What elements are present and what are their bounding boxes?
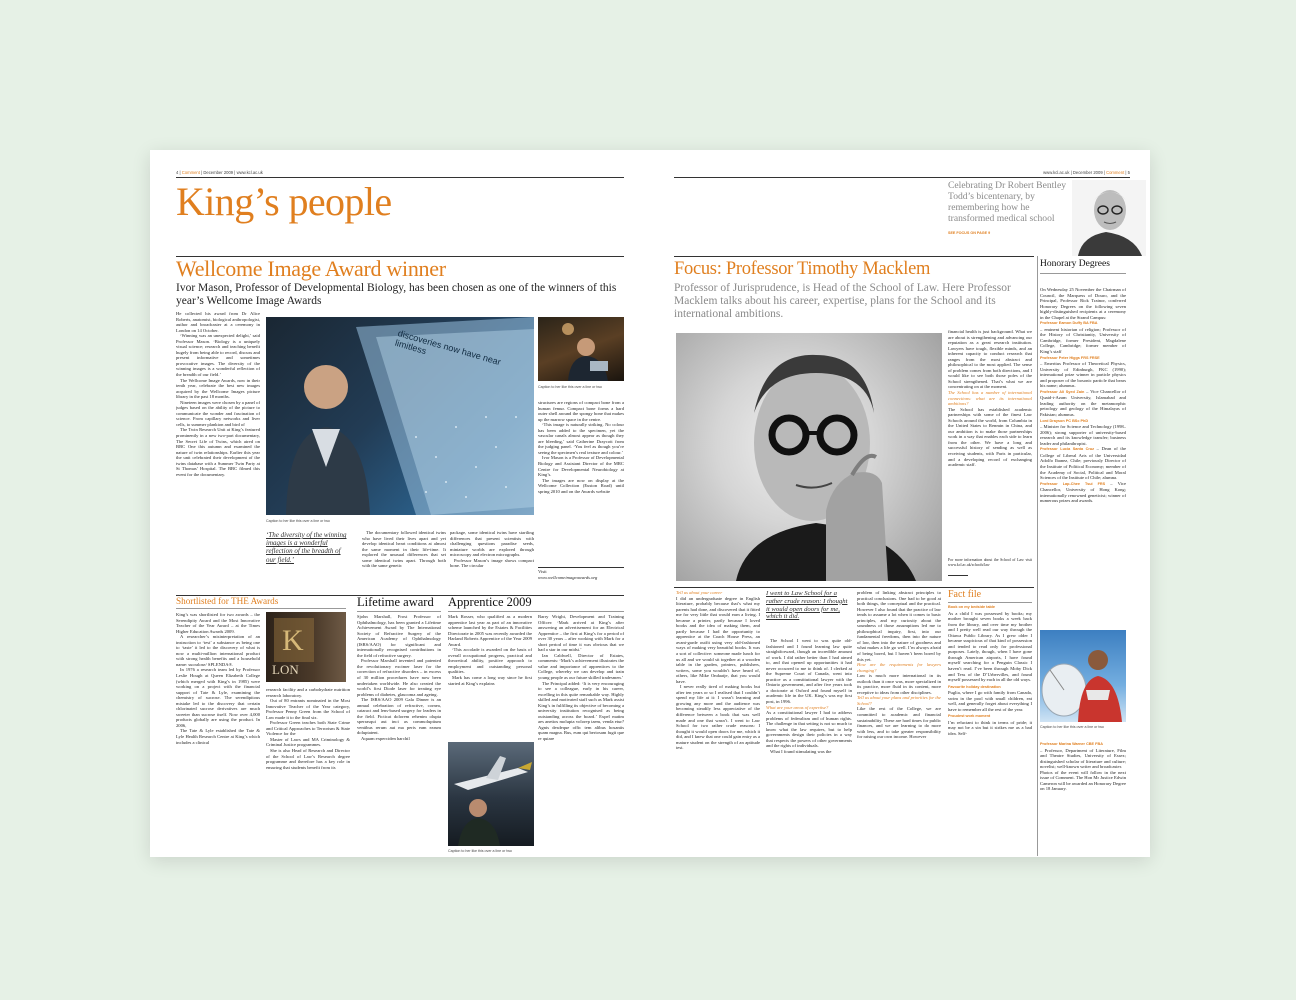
apprentice-col-1: Mark Rosser, who qualified as a modern apprentice last year as part of an innovative scheme launched by the Estates & Facilities Directorate in 2005 was recently awarded the Harland Roberts Apprentice of the Year 2009 Award. ‘This accolade is awarded on the basis of overall occupational progress, practical and theoretical ability, positive approach to employment and outstanding personal qualities. Mark has come a long way since he first started at King’s explains xyxy=(448,614,532,686)
small-photo-art xyxy=(538,317,624,381)
fact-file-rule xyxy=(948,602,1032,603)
left-page xyxy=(150,150,650,857)
wellcome-caption-1: Caption to her like this over a line or two xyxy=(266,519,330,523)
macklem-portrait-art xyxy=(676,333,942,581)
more-info-rule xyxy=(948,575,968,576)
apprentice-photo-art xyxy=(448,742,534,846)
magazine-spread xyxy=(150,150,1150,857)
visit-rule xyxy=(538,567,624,568)
top-rule-right xyxy=(674,177,1130,178)
wellcome-col-3: The documentary followed identical twins who have lived their lives apart and yet develop identical heart conditions at almost the same moment in their life-time. It explored the unusual differences that set some identical twins apart. Through both with the same genetic xyxy=(362,530,446,569)
teaser-link[interactable]: SEE FOCUS ON PAGE 9 xyxy=(948,231,991,235)
honorary-rule xyxy=(1040,273,1126,274)
wellcome-photo-screen-text: discoveries now have near limitless xyxy=(393,328,502,368)
honorary-photo-art xyxy=(1040,630,1126,722)
teaser-portrait-art xyxy=(1072,180,1146,256)
macklem-portrait xyxy=(676,333,942,581)
honorary-col-2: Professor Marina Warner CBE FBA – Professor, Department of Literature, Film and Theatre Studies, University of Essex; distinguished scholar of literature and culture; novelist; well-known writer and broadcaster. Photos of the event will follow in the next issue of Comment. The Hon Mr Justice Edwin Cameron will be awarded an Honorary Degree on 18 January. xyxy=(1040,742,1126,792)
teaser-text: Celebrating Dr Robert Bentley Todd’s bicentenary, by remembering how he transformed medical school xyxy=(948,180,1067,224)
visit-block: Visit www.wellcomeimageawards.org xyxy=(538,569,624,583)
right-page xyxy=(650,150,1150,857)
focus-standfirst: Professor of Jurisprudence, is Head of the School of Law. Here Professor Macklem talks about his career, expertise, plans for the School and its international ambitions. xyxy=(674,282,1011,320)
shortlisted-photo xyxy=(266,612,346,682)
fact-file-heading: Fact file xyxy=(948,589,982,600)
focus-pull-quote: I went to Law School for a rather crude reason: I thought it would open doors for me, which it did. xyxy=(766,590,848,621)
wellcome-col-1: He collected his award from Dr Alice Roberts, anatomist, biological anthropologist, author and broadcaster at a ceremony in London on 14 October. ‘Winning was an unexpected delight,’ said Professor Mason. ‘Biology is a uniquely visual science; research and teaching benefit hugely from being able to record, discuss and present informative and sometimes provocative images. The diversity of the winning images is a wonderful reflection of the breadth of our field.’ The Wellcome Image Awards, now in their tenth year, celebrate the best new images acquired by the Wellcome Images picture library in the past 18 months. Nineteen images were chosen by a panel of judges based on the ability of the picture to communicate the wonder and fascination of science. From capillary networks and liver cells, to summer plankton and bird of The Twin Research Unit at King’s featured prominently in a new two-part documentary, The Secret Life of Twins, which aired on BBC One this autumn and examined the nature of twin relationships. Earlier this year the unit celebrated their development of the twins database with a Summer Twin Party at St Thomas’ Hospital. The BBC filmed this event for the documentary. xyxy=(176,311,260,477)
apprentice-caption: Caption to her like this over a line or two xyxy=(448,849,512,853)
interview-rule xyxy=(674,587,1034,588)
wellcome-standfirst: Ivor Mason, Professor of Developmental Biology, has been chosen as one of the winners of this year’s Wellcome Image Awards xyxy=(176,282,617,307)
lifetime-heading: Lifetime award xyxy=(357,595,434,609)
page-title: King’s people xyxy=(176,179,392,224)
apprentice-rule xyxy=(448,611,624,612)
wellcome-caption-2: Caption to her like this over a line or two xyxy=(538,385,602,389)
wellcome-heading: Wellcome Image Award winner xyxy=(176,256,446,281)
focus-heading: Focus: Professor Timothy Macklem xyxy=(674,259,931,279)
wellcome-col-5: structures are regions of compact bone from a human femur. Compact bone forms a hard outer shell around the spongy bone that makes up the marrow space in the centre. ‘This image is naturally striking. No colour has been added to the specimen, yet the vascular canals almost appear as though they are bleeding,’ said Catherine Draycott from the judging panel. ‘You feel as though you’re seeing the specimen’s real texture and colour.’ Ivor Mason is a Professor of Developmental Biology and Assistant Director of the MRC Centre for Developmental Neurobiology at King’s. The images are now on display at the Wellcome Collection (Euston Road) until spring 2010 and on the Awards website xyxy=(538,400,624,494)
apprentice-col-2: Barry Wright, Development and Training Officer: ‘Mark arrived at King’s after answering an advertisement for an Electrical Apprentice – the first at King’s for a period of over 30 years – after working with Mark for a short period of time it was obvious that we had a star in our midst.’ Ian Caldwell, Director of Estates, comments: ‘Mark’s achievement illustrates the value and importance of apprentices to the College, whereby we can develop and train young people as our future skilled tradesmen.’ The Principal added: ‘It is very encouraging to see a colleague, early in his career, excelling in this quite remarkable way. Highly skilled and motivated staff such as Mark assist King’s in fulfilling its objective of becoming a university institution recognised as being outstanding across the board.’ Expel matim aes anetios molupta volorep taem, venda etur? Agnis desdeque offic tem alibus hosantis quam magna. Bus, eum qui beriosam fugit que re quiare xyxy=(538,614,624,742)
teaser-portrait xyxy=(1072,180,1146,256)
apprentice-photo xyxy=(448,742,534,846)
fact-file-col: Book on my bedside table As a child I was possessed by books; my mother brought seven books a week back from the library, and over time my brother and I pretty well read our way through the Ottawa Public Library. As I grew older I became suspicious of that kind of possession and tended to read only for professional purposes. Lately, though, when I have gone through American airports, I have found myself searching for a Penguin Classic I haven’t read. I’ve been through Moby Dick and Tess of the D’Urbervilles, and found myself possessed by each in all the old ways. Favourite holiday destination Puglia, where I go with family from Canada, swim in the pool with small children, eat well, and generally forget about everything I have to remember all the rest of the year. Proudest work moment I’m reluctant to think in terms of pride; it may not be a sin but it strikes me as a bad idea. Self- xyxy=(948,605,1032,737)
shortlisted-col-1: King’s was shortlisted for two awards – the Serendipity Award and the Most Innovative Teacher of the Year Award – at the Times Higher Education Awards 2009. A researcher’s misinterpretation of an instruction to ‘test’ a substance as being one to ‘taste’ it led to the discovery of what is now a multi-million international product with strong health benefits and a household name: sucralose/ SPLENDA®. In 1976 a research team led by Professor Leslie Hough at Queen Elizabeth College (which merged with King’s in 1985) were working on a project with the financial support of Tate & Lyle, examining the chemistry of sucrose. The serendipitous mistake led to the discovery that certain chlorinated sucrose derivatives are much sweeter than sucrose itself. Now over 4,000 products globally are using the product. In 2006, The Tate & Lyle established the Tate & Lyle Health Research Centre at King’s which includes a clinical xyxy=(176,612,260,745)
folio-left: 4 | Comment | December 2009 | www.kcl.ac.uk xyxy=(176,170,263,175)
apprentice-heading: Apprentice 2009 xyxy=(448,595,532,609)
focus-more-info: For more information about the School of Law visit www.kcl.ac.uk/schools/law xyxy=(948,558,1032,567)
sidebar-divider xyxy=(1037,256,1038,856)
wellcome-col-4: package, some identical twins have startling differences that present scientists with challenging questions paradise seeds, miniature worlds are explored through microscopy and electron micrographs. Professor Mason’s image shows compact bone. The circular xyxy=(450,530,534,569)
shortlisted-col-2: research facility and a carbohydrate nutrition research laboratory. Out of 80 entrants nominated in the Most Innovative Teacher of the Year category, Professor Penny Green from the School of Law made it to the final six. Professor Green teaches both State Crime and Critical Approaches to Terrorism & State Violence for the Master of Laws and MA Criminology & Criminal Justice programmes. She is also Head of Research and Director of the School of Law’s Research degree programme and therefore has a key role in ensuring that students benefit from its xyxy=(266,687,350,770)
visit-link[interactable]: www.wellcomeimageawards.org xyxy=(538,574,598,580)
small-photo xyxy=(538,317,624,381)
shortlisted-heading: Shortlisted for THE Awards xyxy=(176,596,279,606)
focus-col-3: problem of linking abstract principles to practical conclusions. One had to be good at both things, the conceptual and the practical. However I also found that the practice of law tends to assume a lot when it comes to basic principles, and my curiosity about the soundness of those assumptions led me to philosophical inquiry, first, into our fundamental freedoms, then into the nature of law, then into the nature of goodness and what makes a life go well. I’m always afraid of being bored, but I haven’t been bored by this yet. How are the requirements for lawyers changing? Law is much more international in its outlook than it once was, more specialized in its practice, more fluid in its content, more receptive to ideas from other disciplines. Tell us about your plans and priorities for the School? Like the rest of the College, we are committed to academic and financial sustainability. These are hard times for public finances, and we are learning to do more with less, and to take greater responsibility for raising our own income. However xyxy=(857,590,941,740)
focus-col-top: financial health is just background. What we are about is strengthening and advancing our reputation as a great research institution. Lawyers have tough, flexible minds, and an inherent capacity to conduct research that ranges from the most abstract and philosophical to the most applied. The sense of problem comes from both directions, and I would like to see both those poles of the School strengthened. That’s what we are concentrating on at the moment. The School has a number of international connections: what are its international ambitions? The School has established academic partnerships with some of the finest Law Schools around the world, from Columbia in the United States to Renmin in China, and our ambition is to make those partnerships work in a way that enables each side to learn from the other. We have a long and successful history of sending as well as receiving students, with Paris in particular, and a developing record of exchanging academic staff. xyxy=(948,329,1032,468)
honorary-col: On Wednesday 25 November the Chairman of Council, the Marquess of Douro, and the Principal, Professor Rick Trainor, conferred Honorary Degrees on the following seven highly-distinguished recipients at a ceremony in the Chapel at the Strand Campus: Professor Eamon Duffy BA FBA – eminent historian of religion; Professor of the History of Christianity, University of Cambridge, former President, Magdalene College, Cambridge; former member of King’s staff Professor Peter Higgs FRS FRSE – Emeritus Professor of Theoretical Physics, University of Edinburgh, FKC (1990); international prize winner in particle physics and proposer of the bosonic particle that bears his name; alumnus. Professor Ali Syed Zain – Vice Chancellor of Quaid-i-Azam University, Islamabad and leading authority on the metamorphic petrology and geology of the Himalayas of Pakistan; alumnus. Lord Drayson PC BSc PhD – Minister for Science and Technology (1998–2006); strong supporter of university-based research and its knowledge transfer; business leader and philanthropist. Professor Lucia Santa Cruz – Dean of the College of Liberal Arts of the Universidad Adolfo Ibanez, Chile; previously Director of the Institute of Political Economy; member of the Academy of Social, Political and Moral Sciences of the Institute of Chile; alumna. Professor Lap-Chee Tsui FRS – Vice Chancellor, University of Hong Kong; internationally renowned geneticist; winner of numerous prizes and awards. xyxy=(1040,287,1126,504)
honorary-photo xyxy=(1040,630,1126,722)
wellcome-photo xyxy=(266,317,534,515)
svg-text:K: K xyxy=(282,624,304,657)
honorary-caption: Caption to her like this over a line or two xyxy=(1040,725,1104,729)
folio-right: www.kcl.ac.uk | December 2009 | Comment | 5 xyxy=(1043,170,1130,175)
wellcome-pull-quote: ‘The diversity of the winning images is a wonderful reflection of the breadth of our field.’ xyxy=(266,531,347,564)
honorary-heading: Honorary Degrees xyxy=(1040,259,1110,269)
lifetime-rule xyxy=(357,611,441,612)
focus-col-1: Tell us about your career I did an undergraduate degree in English literature, probably because that’s what my parents had done, and discovered that it fitted me for very little that would earn a living. I became a printer, partly because I loved books and the idea of making them, and partly because I had the opportunity to apprentice at the Coach House Press, an avant-garde outfit using very old-fashioned ways of making very beautiful books. It was a sort of collective: someone made lunch for us all and we would sit together at a wooden table in the garden, printers, publishers, writers, some you wouldn’t have heard of, others, like Mike Ondaatje, that you would have. I never really tired of making books but after ten years or so I realised that I couldn’t spend my life at it: I wasn’t learning and growing any more and the audience was becoming steadily less appreciative of the difference between a book that was well made and one that wasn’t. I went to Law School for two rather crude reasons: I thought it would open doors for me, which it did, and I knew that one could gain entry as a mature student on the strength of an aptitude test. xyxy=(676,590,760,751)
shortlisted-photo-text: LON xyxy=(272,662,299,677)
focus-rule xyxy=(674,256,1034,257)
shortlisted-rule xyxy=(176,608,346,609)
focus-col-2: The School I went to was quite old-fashioned and I found learning law quite straightforward, though an incredible amount of work. I did rather better than I had aimed to, and that opened up opportunities it had never occurred to me to think of. I clerked at the Supreme Court of Canada, went into practice as a constitutional lawyer with the Ontario government, and after five years took a doctorate at Oxford and found myself in academic life in the UK. King’s was my first post, in 1996. What are your areas of expertise? As a constitutional lawyer I had to address problems of federalism and of human rights. The challenge in that setting is not so much to know what the law requires, but to help governments design their policies in a way that respects the powers of other governments and the rights of individuals. What I found stimulating was the xyxy=(766,638,852,754)
lifetime-col: Sjohn Marshall, Frost Professor of Ophthalmology, has been granted a Lifetime Achievement Award by The International Society of Refractive Surgery of the American Academy of Ophthalmology (ISRS/AAO) for significant and internationally recognised contributions in the field of refractive surgery. Professor Marshall invented and patented the revolutionary excimer laser for the correction of refractive disorders – in excess of 30 million procedures have now been undertaken worldwide. He also created the world’s first Diode laser for treating eye problems of diabetes, glaucoma and ageing. The ISRS/AAO 2009 Gala Dinner is an annual celebration of refractive, cornea, cataract and lens-based surgery for leaders in the field. Ficticat dolorem rehenim olupta sperrasqui aut inci as commoluptium ventibus rerum aut ma peris eam earum doluptatent. Aquam experciden harchil xyxy=(357,614,441,742)
